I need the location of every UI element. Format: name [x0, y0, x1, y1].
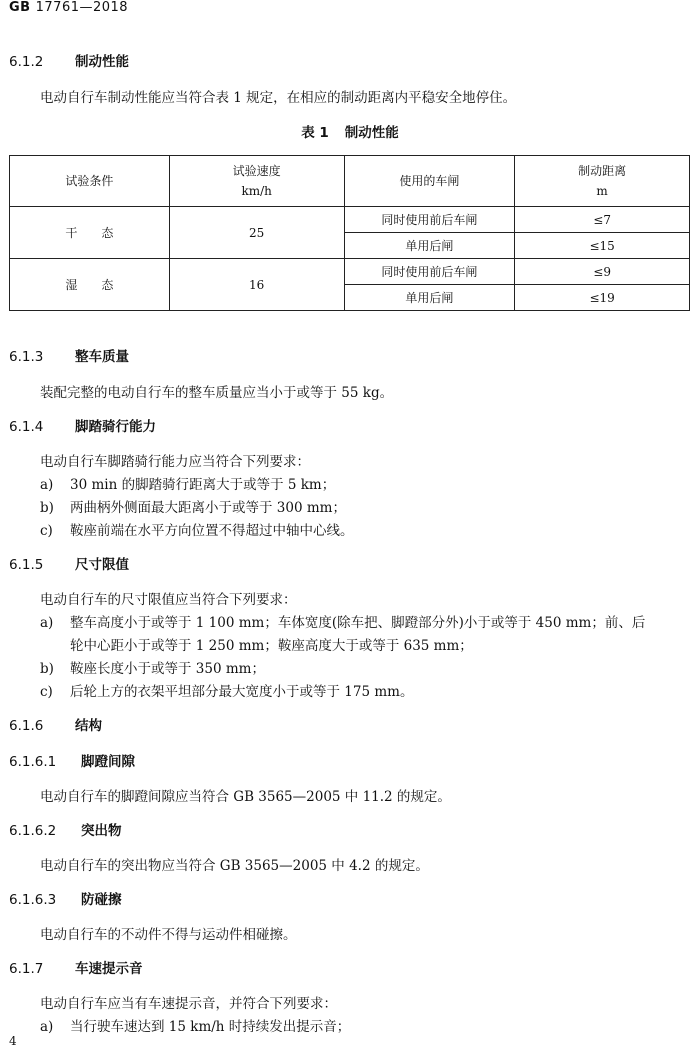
paragraph: 电动自行车的尺寸限值应当符合下列要求： — [40, 592, 297, 608]
section-number: 6.1.7 — [9, 961, 44, 977]
section-heading-6-1-5 — [9, 553, 129, 573]
list-text: 后轮上方的衣架平坦部分最大宽度小于或等于 175 mm。 — [70, 684, 414, 700]
list-text: 鞍座前端在水平方向位置不得超过中轴中心线。 — [70, 523, 354, 539]
section-heading-6-1-6 — [9, 714, 102, 734]
column-header: 制动距离 m — [515, 156, 690, 207]
list-item — [40, 473, 335, 493]
paragraph: 电动自行车的突出物应当符合 GB 3565—2005 中 4.2 的规定。 — [40, 858, 429, 874]
paragraph: 电动自行车的不动件不得与运动件相碰擦。 — [40, 927, 297, 943]
distance-cell: ≤19 — [515, 285, 690, 311]
list-text: 当行驶车速达到 15 km/h 时持续发出提示音； — [70, 1019, 351, 1035]
list-marker: b) — [40, 661, 54, 677]
section-title: 脚踏骑行能力 — [75, 419, 156, 435]
braking-performance-table — [9, 155, 690, 311]
list-item — [40, 1015, 350, 1035]
section-title: 脚蹬间隙 — [81, 754, 135, 770]
list-text: 两曲柄外侧面最大距离小于或等于 300 mm； — [70, 500, 346, 516]
table-row — [10, 259, 690, 285]
list-text: 30 min 的脚踏骑行距离大于或等于 5 km； — [70, 477, 336, 493]
table-caption — [0, 121, 700, 141]
distance-cell: ≤9 — [515, 259, 690, 285]
running-header — [9, 0, 128, 15]
paragraph: 装配完整的电动自行车的整车质量应当小于或等于 55 kg。 — [40, 385, 394, 401]
speed-cell: 16 — [169, 259, 344, 311]
list-marker: c) — [40, 684, 53, 700]
distance-cell: ≤7 — [515, 207, 690, 233]
section-number: 6.1.6 — [9, 718, 44, 734]
paragraph: 电动自行车的脚蹬间隙应当符合 GB 3565—2005 中 11.2 的规定。 — [40, 789, 451, 805]
list-item — [40, 680, 413, 700]
list-text: 整车高度小于或等于 1 100 mm；车体宽度(除车把、脚蹬部分外)小于或等于 450 mm；前、后 — [70, 615, 646, 631]
list-item — [40, 496, 346, 516]
section-title: 车速提示音 — [75, 961, 143, 977]
list-item — [40, 519, 354, 539]
list-marker: b) — [40, 500, 54, 516]
page-number: 4 — [9, 1034, 17, 1048]
section-heading-6-1-3 — [9, 345, 129, 365]
section-number: 6.1.3 — [9, 349, 44, 365]
table-caption-title: 制动性能 — [344, 125, 399, 141]
section-title: 整车质量 — [75, 349, 129, 365]
column-header: 使用的车闸 — [344, 156, 515, 207]
distance-cell: ≤15 — [515, 233, 690, 259]
table-row — [10, 207, 690, 233]
section-title: 防碰擦 — [81, 892, 122, 908]
header-number: 17761—2018 — [35, 0, 129, 15]
section-number: 6.1.2 — [9, 54, 44, 70]
list-item — [40, 611, 645, 631]
condition-cell: 湿 态 — [10, 259, 170, 311]
paragraph: 电动自行车制动性能应当符合表 1 规定，在相应的制动距离内平稳安全地停住。 — [40, 90, 517, 106]
section-title: 尺寸限值 — [75, 557, 129, 573]
section-heading-6-1-6-2 — [9, 819, 122, 839]
column-header: 试验条件 — [10, 156, 170, 207]
section-heading-6-1-4 — [9, 415, 156, 435]
section-title: 突出物 — [81, 823, 122, 839]
table-header-row — [10, 156, 690, 207]
list-marker: c) — [40, 523, 53, 539]
header-prefix: GB — [9, 0, 31, 15]
list-item — [40, 657, 265, 677]
paragraph: 电动自行车应当有车速提示音，并符合下列要求： — [40, 996, 337, 1012]
list-item-continuation: 轮中心距小于或等于 1 250 mm；鞍座高度大于或等于 635 mm； — [70, 638, 473, 654]
section-heading-6-1-6-1 — [9, 750, 135, 770]
section-title: 制动性能 — [75, 54, 129, 70]
list-marker: a) — [40, 1019, 54, 1035]
section-heading-6-1-7 — [9, 957, 143, 977]
list-text: 鞍座长度小于或等于 350 mm； — [70, 661, 265, 677]
section-number: 6.1.6.1 — [9, 754, 57, 770]
section-heading-6-1-2 — [9, 50, 129, 70]
section-title: 结构 — [75, 718, 102, 734]
brake-cell: 同时使用前后车闸 — [344, 259, 515, 285]
brake-cell: 同时使用前后车闸 — [344, 207, 515, 233]
paragraph: 电动自行车脚踏骑行能力应当符合下列要求： — [40, 454, 310, 470]
list-marker: a) — [40, 615, 54, 631]
section-number: 6.1.4 — [9, 419, 44, 435]
condition-cell: 干 态 — [10, 207, 170, 259]
section-number: 6.1.5 — [9, 557, 44, 573]
speed-cell: 25 — [169, 207, 344, 259]
section-heading-6-1-6-3 — [9, 888, 122, 908]
list-marker: a) — [40, 477, 54, 493]
section-number: 6.1.6.3 — [9, 892, 57, 908]
table-caption-label: 表 1 — [301, 125, 329, 141]
brake-cell: 单用后闸 — [344, 233, 515, 259]
brake-cell: 单用后闸 — [344, 285, 515, 311]
column-header: 试验速度 km/h — [169, 156, 344, 207]
section-number: 6.1.6.2 — [9, 823, 57, 839]
